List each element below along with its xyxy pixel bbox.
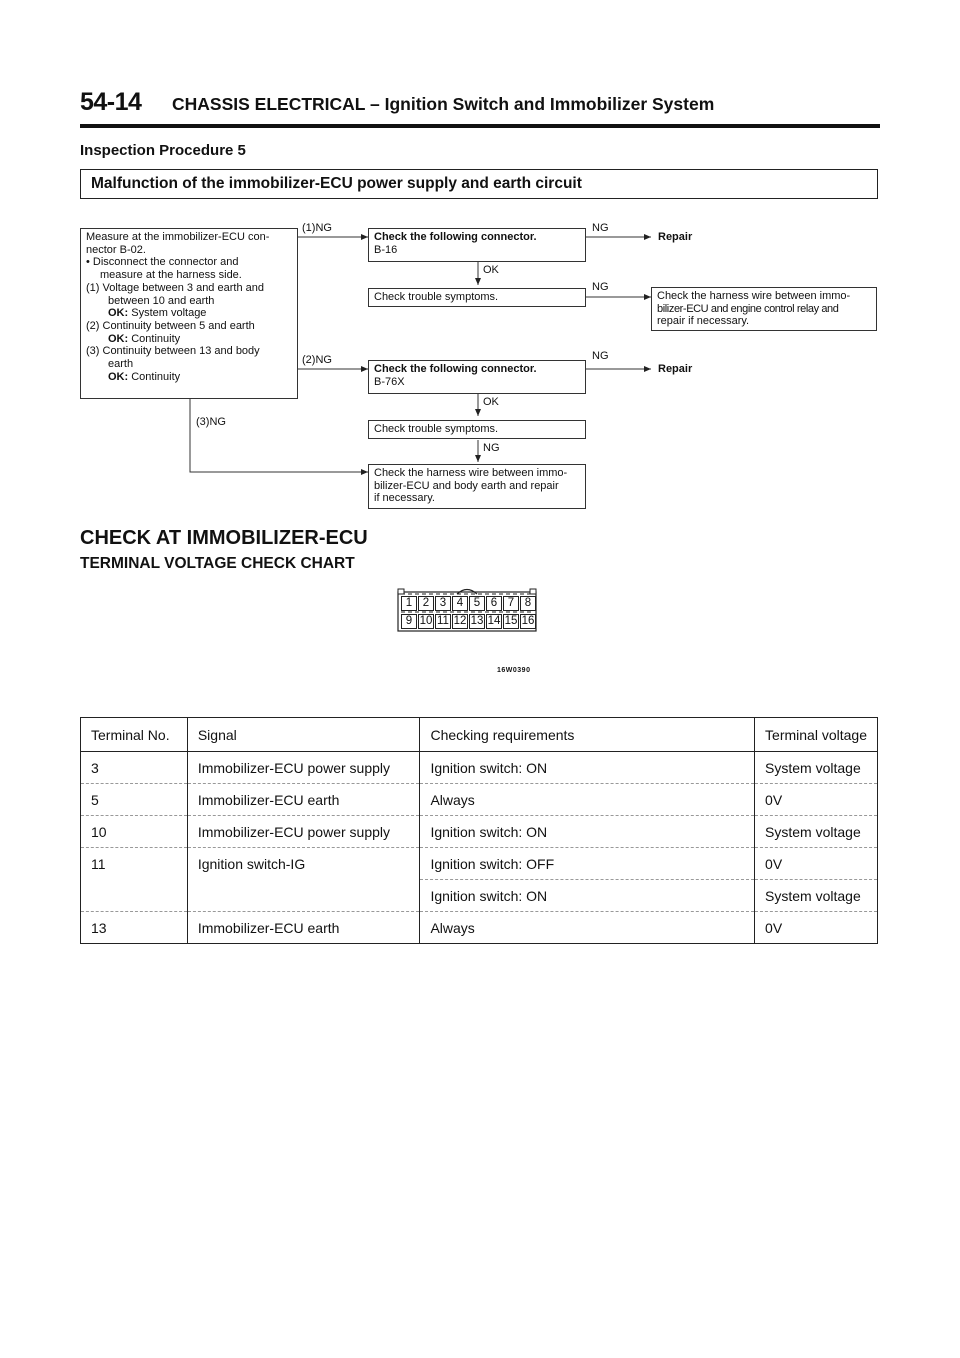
check-b76x-box: [368, 360, 586, 394]
requirement-cell: Ignition switch: ON: [420, 816, 755, 848]
table-row: [81, 816, 878, 848]
measure-line: earth: [108, 358, 134, 371]
pin: 6: [486, 596, 502, 611]
harness-body-line: bilizer-ECU and body earth and repair: [374, 479, 559, 492]
connector-top-row: [401, 596, 537, 611]
harness-engine-line: Check the harness wire between immo-: [657, 290, 851, 302]
pin: 10: [419, 615, 433, 627]
label-ng: NG: [592, 222, 609, 234]
terminal-cell: [81, 880, 188, 912]
procedure-title: Malfunction of the immobilizer-ECU power supply and earth circuit: [80, 169, 878, 199]
harness-engine-box: [651, 287, 877, 331]
check-b76x-title: Check the following connector.: [374, 363, 537, 375]
pin: 15: [504, 615, 518, 627]
requirement-cell: Always: [420, 784, 755, 816]
label-1ng: (1)NG: [302, 222, 332, 234]
voltage-cell: System voltage: [755, 816, 878, 848]
pin: 14: [487, 615, 501, 627]
requirement-cell: Always: [420, 912, 755, 944]
table-header-row: [81, 718, 878, 752]
terminal-cell: 5: [81, 784, 188, 816]
repair-1: Repair: [658, 231, 693, 243]
pin: 3: [435, 596, 451, 611]
pin: 2: [418, 596, 434, 611]
connector-bottom-row: [401, 614, 537, 629]
signal-cell: Ignition switch-IG: [187, 848, 420, 880]
harness-engine-line: repair if necessary.: [657, 315, 750, 328]
trouble-symptoms-text: Check trouble symptoms.: [374, 423, 499, 435]
check-b16-title: Check the following connector.: [374, 231, 537, 243]
signal-cell: Immobilizer-ECU power supply: [187, 752, 420, 784]
figure-code: 16W0390: [497, 667, 531, 674]
label-ok: OK: [483, 264, 499, 276]
measure-line: OK: System voltage: [108, 307, 207, 320]
table-row: [81, 848, 878, 880]
pin: 11: [435, 614, 451, 629]
col-requirements: Checking requirements: [420, 718, 755, 752]
check-b16-code: B-16: [374, 243, 398, 256]
table-row: [81, 784, 878, 816]
check-heading: CHECK AT IMMOBILIZER-ECU: [80, 527, 368, 549]
pin: 12: [453, 615, 467, 627]
measure-box: [80, 228, 298, 399]
requirement-cell: Ignition switch: ON: [420, 752, 755, 784]
signal-cell: [187, 880, 420, 912]
signal-cell: Immobilizer-ECU earth: [187, 912, 420, 944]
pin: 5: [469, 596, 485, 611]
label-ng: NG: [592, 350, 609, 362]
pin: 8: [520, 596, 536, 611]
label-3ng: (3)NG: [196, 416, 226, 428]
trouble-symptoms-box-2: [368, 420, 586, 439]
voltage-cell: 0V: [755, 848, 878, 880]
measure-line: between 10 and earth: [108, 294, 215, 307]
label-ng: NG: [592, 281, 609, 293]
terminal-cell: 10: [81, 816, 188, 848]
table-row: [81, 880, 878, 912]
voltage-cell: 0V: [755, 784, 878, 816]
trouble-symptoms-box-1: [368, 288, 586, 307]
voltage-cell: System voltage: [755, 880, 878, 912]
pin: 4: [452, 596, 468, 611]
trouble-symptoms-text: Check trouble symptoms.: [374, 291, 499, 303]
terminal-cell: 3: [81, 752, 188, 784]
harness-body-box: [368, 464, 586, 509]
measure-line: (2) Continuity between 5 and earth: [86, 319, 255, 332]
measure-line: OK: Continuity: [108, 332, 181, 345]
signal-cell: Immobilizer-ECU power supply: [187, 816, 420, 848]
requirement-cell: Ignition switch: OFF: [420, 848, 755, 880]
voltage-cell: 0V: [755, 912, 878, 944]
label-2ng: (2)NG: [302, 354, 332, 366]
measure-line: measure at the harness side.: [100, 269, 242, 282]
harness-engine-line: bilizer-ECU and engine control relay and: [657, 302, 839, 315]
measure-line: • Disconnect the connector and: [86, 256, 239, 269]
check-b16-box: [368, 228, 586, 262]
col-terminal: Terminal No.: [81, 718, 188, 752]
measure-line: (3) Continuity between 13 and body: [86, 345, 260, 358]
pin: 13: [470, 615, 484, 627]
measure-line: OK: Continuity: [108, 370, 181, 383]
pin: 7: [503, 596, 519, 611]
connector-diagram: [397, 588, 537, 632]
label-ng: NG: [483, 442, 500, 454]
pin: 9: [401, 614, 417, 629]
measure-line: (1) Voltage between 3 and earth and: [86, 281, 264, 294]
section-title: CHASSIS ELECTRICAL – Ignition Switch and Immobilizer System: [172, 94, 715, 114]
check-subheading: TERMINAL VOLTAGE CHECK CHART: [80, 555, 355, 572]
harness-body-line: if necessary.: [374, 492, 435, 505]
table-row: [81, 912, 878, 944]
table-row: [81, 752, 878, 784]
signal-cell: Immobilizer-ECU earth: [187, 784, 420, 816]
pin: 1: [401, 596, 417, 611]
harness-body-line: Check the harness wire between immo-: [374, 467, 568, 479]
col-signal: Signal: [187, 718, 420, 752]
procedure-heading: Inspection Procedure 5: [80, 142, 246, 159]
page-number: 54-14: [80, 88, 142, 116]
terminal-voltage-table: [80, 717, 878, 944]
label-ok: OK: [483, 396, 499, 408]
measure-line: nector B-02.: [86, 243, 146, 256]
terminal-cell: 11: [81, 848, 188, 880]
terminal-cell: 13: [81, 912, 188, 944]
repair-2: Repair: [658, 363, 693, 375]
col-voltage: Terminal voltage: [755, 718, 878, 752]
check-b76x-code: B-76X: [374, 375, 405, 388]
measure-line: Measure at the immobilizer-ECU con-: [86, 231, 270, 243]
pin: 16: [521, 615, 535, 627]
voltage-cell: System voltage: [755, 752, 878, 784]
requirement-cell: Ignition switch: ON: [420, 880, 755, 912]
